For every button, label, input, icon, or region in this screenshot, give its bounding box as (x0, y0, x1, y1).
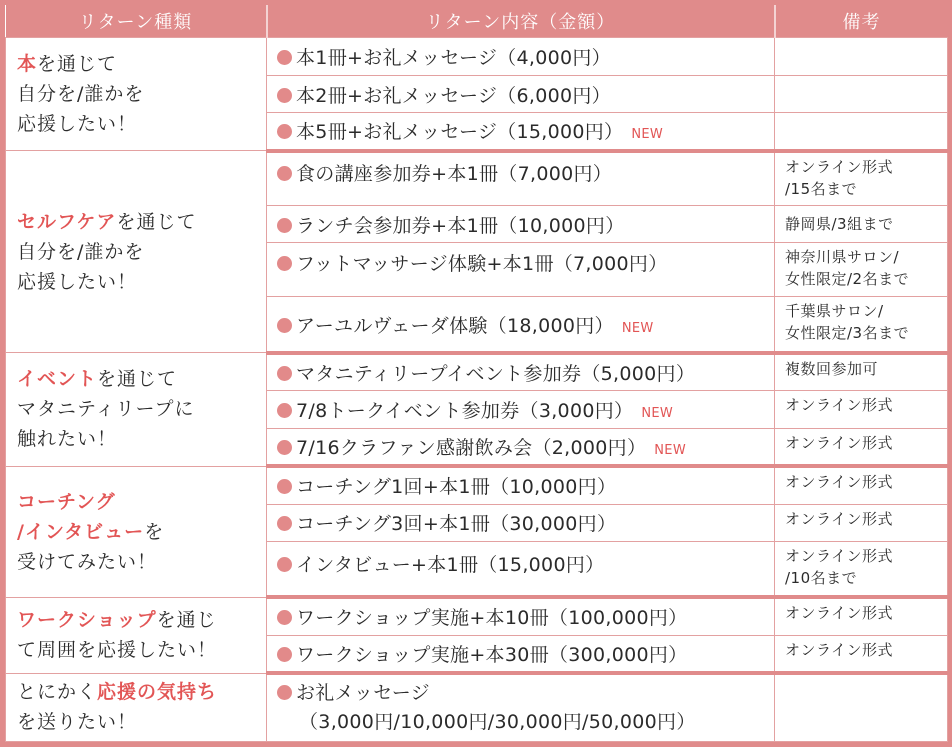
bullet-icon (277, 516, 292, 531)
note-line: 神奈川県サロン/ (785, 248, 900, 267)
return-text: 7/8トークイベント参加券（3,000円） (296, 399, 634, 422)
note-line: 女性限定/3名まで (785, 324, 910, 343)
return-note: 複数回参加可 (775, 353, 948, 391)
category-text: を (144, 520, 165, 543)
return-item (267, 541, 775, 597)
return-item (267, 428, 775, 466)
return-item (267, 673, 775, 741)
category-text: を通じて (116, 210, 197, 233)
return-note: オンライン形式 (775, 428, 948, 466)
bullet-icon (277, 88, 292, 103)
category-event (6, 353, 267, 466)
return-note (775, 76, 948, 113)
return-item (267, 243, 775, 297)
return-item (267, 391, 775, 428)
return-item (267, 635, 775, 673)
bullet-icon (277, 557, 292, 572)
return-text: ランチ会参加券+本1冊（10,000円） (296, 214, 625, 237)
return-note (775, 151, 948, 206)
return-item (267, 297, 775, 353)
category-text: 自分を/誰かを (17, 83, 145, 106)
note-line: オンライン形式 (785, 157, 894, 176)
header-return-content: リターン内容（金額） (267, 5, 775, 38)
return-note (775, 541, 948, 597)
note-line: /10名まで (785, 568, 858, 587)
note-line: オンライン形式 (785, 546, 894, 565)
category-text: を通じ (156, 609, 217, 632)
return-text: （3,000円/10,000円/30,000円/50,000円） (299, 711, 696, 734)
new-badge: NEW (654, 442, 686, 458)
category-highlight: ワークショップ (17, 609, 157, 632)
return-text: 食の講座参加券+本1冊（7,000円） (296, 162, 613, 185)
category-text: 受けてみたい！ (17, 550, 158, 573)
return-note: オンライン形式 (775, 391, 948, 428)
return-text: フットマッサージ体験+本1冊（7,000円） (296, 253, 668, 276)
bullet-icon (277, 403, 292, 418)
category-text: を通じて (97, 368, 178, 391)
category-text: を通じて (37, 53, 118, 76)
header-return-type: リターン種類 (6, 5, 267, 38)
bullet-icon (277, 166, 292, 181)
bullet-icon (277, 647, 292, 662)
return-note (775, 673, 948, 741)
category-text: 自分を/誰かを (17, 240, 145, 263)
return-note (775, 113, 948, 151)
return-note: オンライン形式 (775, 597, 948, 635)
category-highlight: 応援の気持ち (97, 681, 218, 704)
bullet-icon (277, 610, 292, 625)
return-item (267, 597, 775, 635)
new-badge: NEW (621, 320, 654, 336)
return-text: 本2冊+お礼メッセージ（6,000円） (296, 84, 611, 107)
return-note (775, 297, 948, 353)
category-highlight: 本 (17, 53, 38, 76)
return-item (267, 353, 775, 391)
bullet-icon (277, 318, 292, 333)
bullet-icon (277, 124, 292, 139)
return-note: オンライン形式 (775, 635, 948, 673)
bullet-icon (277, 50, 292, 65)
note-line: /15名まで (785, 179, 858, 198)
bullet-icon (277, 218, 292, 233)
return-note (775, 243, 948, 297)
return-item (267, 113, 775, 151)
return-text: コーチング1回+本1冊（10,000円） (296, 476, 617, 499)
bullet-icon (277, 256, 292, 271)
return-item (267, 38, 775, 76)
note-line: 女性限定/2名まで (785, 270, 910, 289)
category-text: 応援したい！ (17, 270, 138, 293)
category-selfcare (6, 151, 267, 353)
return-item (267, 151, 775, 206)
category-support (6, 673, 267, 741)
returns-table (5, 5, 948, 742)
bullet-icon (277, 479, 292, 494)
bullet-icon (277, 440, 292, 455)
return-item (267, 504, 775, 541)
new-badge: NEW (641, 405, 674, 421)
return-text: お礼メッセージ (296, 682, 430, 705)
return-text: 7/16クラファン感謝飲み会（2,000円） (296, 436, 647, 459)
return-text: 本1冊+お礼メッセージ（4,000円） (296, 47, 611, 70)
bullet-icon (277, 366, 292, 381)
return-item (267, 76, 775, 113)
return-text: ワークショップ実施+本30冊（300,000円） (296, 644, 688, 667)
return-note: オンライン形式 (775, 466, 948, 504)
return-item (267, 206, 775, 243)
category-highlight: /インタビュー (17, 520, 145, 543)
header-notes: 備考 (775, 5, 948, 38)
header-row (6, 5, 948, 38)
return-item (267, 466, 775, 504)
return-note: オンライン形式 (775, 504, 948, 541)
category-text: て周囲を応援したい！ (17, 639, 218, 662)
bullet-icon (277, 685, 292, 700)
return-text: ワークショップ実施+本10冊（100,000円） (296, 607, 688, 630)
return-text: アーユルヴェーダ体験（18,000円） (296, 314, 614, 337)
new-badge: NEW (631, 127, 664, 143)
category-text: 触れたい！ (17, 428, 118, 451)
return-text: マタニティリープイベント参加券（5,000円） (296, 363, 696, 386)
category-text: とにかく (17, 681, 98, 704)
category-highlight: コーチング (17, 490, 116, 513)
return-note: 静岡県/3組まで (775, 206, 948, 243)
return-note (775, 38, 948, 76)
category-text: を送りたい！ (17, 711, 138, 734)
category-highlight: イベント (17, 368, 98, 391)
return-text: インタビュー+本1冊（15,000円） (296, 553, 605, 576)
category-coaching (6, 466, 267, 597)
category-workshop (6, 597, 267, 673)
return-text: 本5冊+お礼メッセージ（15,000円） (296, 121, 624, 144)
category-text: 応援したい！ (17, 113, 138, 136)
category-book (6, 38, 267, 151)
category-text: マタニティリープに (17, 398, 195, 421)
note-line: 千葉県サロン/ (785, 302, 884, 321)
return-text: コーチング3回+本1冊（30,000円） (296, 513, 617, 536)
category-highlight: セルフケア (17, 210, 117, 233)
